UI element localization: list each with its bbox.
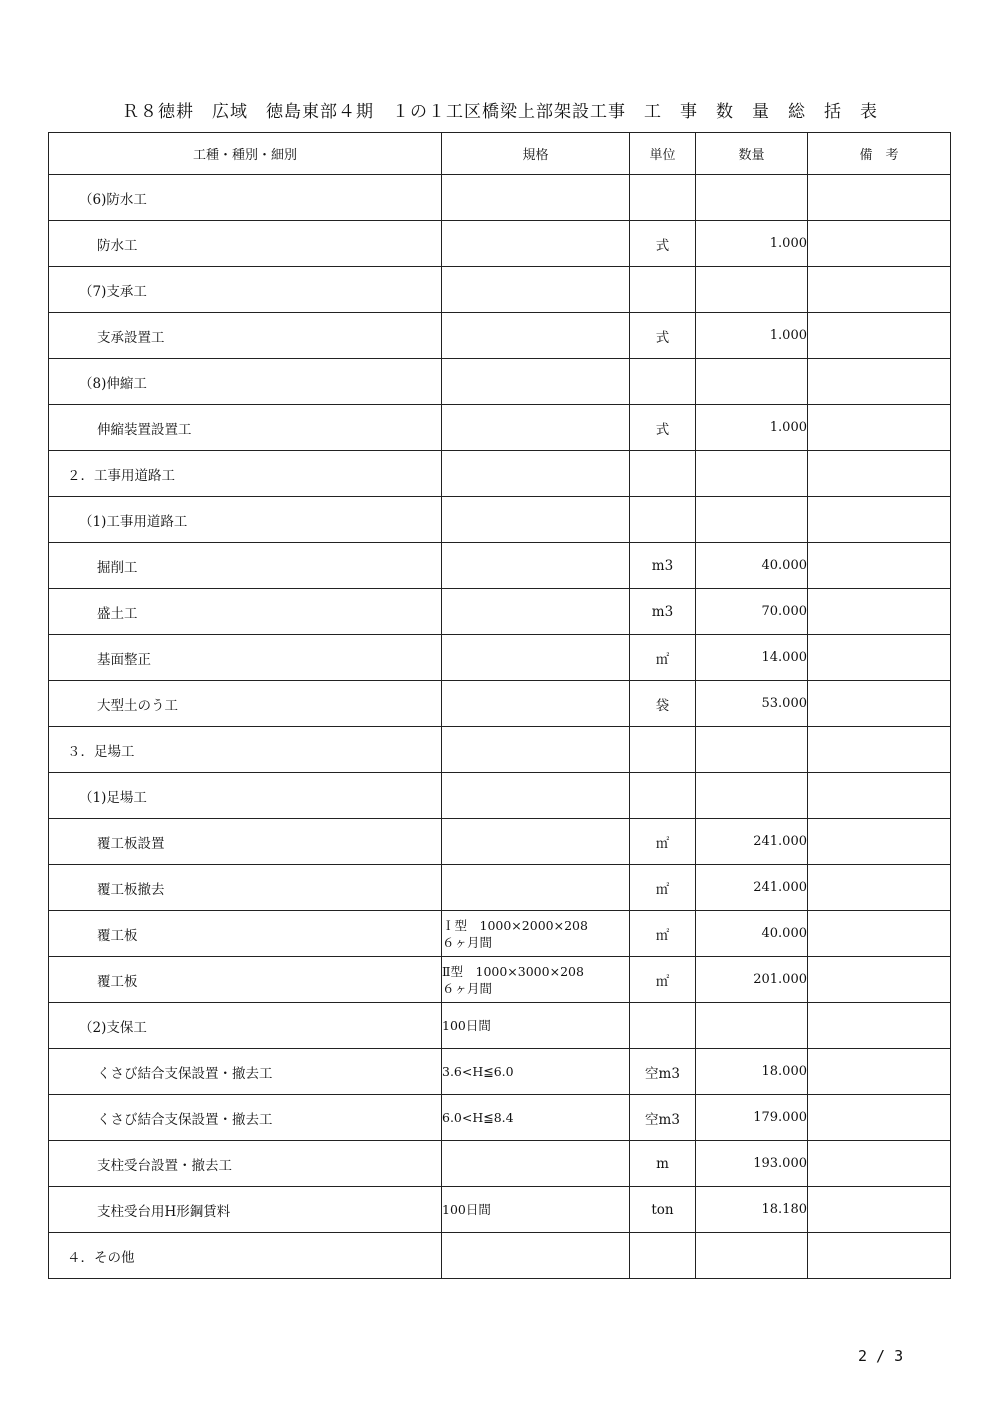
cell-spec bbox=[442, 819, 630, 865]
cell-quantity bbox=[696, 727, 808, 773]
cell-quantity: 18.180 bbox=[696, 1187, 808, 1233]
cell-quantity bbox=[696, 451, 808, 497]
cell-spec bbox=[442, 267, 630, 313]
cell-unit bbox=[630, 359, 696, 405]
cell-unit bbox=[630, 1003, 696, 1049]
table-row bbox=[49, 405, 951, 451]
cell-note bbox=[808, 221, 951, 267]
cell-note bbox=[808, 1141, 951, 1187]
cell-unit bbox=[630, 1233, 696, 1279]
cell-note bbox=[808, 727, 951, 773]
cell-name: （6)防水工 bbox=[49, 175, 442, 221]
cell-unit: m bbox=[630, 1141, 696, 1187]
cell-note bbox=[808, 1095, 951, 1141]
cell-name: （7)支承工 bbox=[49, 267, 442, 313]
cell-note bbox=[808, 865, 951, 911]
cell-quantity: 241.000 bbox=[696, 865, 808, 911]
cell-quantity bbox=[696, 1233, 808, 1279]
cell-note bbox=[808, 313, 951, 359]
cell-spec bbox=[442, 1141, 630, 1187]
cell-spec: 3.6<H≦6.0 bbox=[442, 1049, 630, 1095]
cell-note bbox=[808, 1233, 951, 1279]
cell-unit: 式 bbox=[630, 313, 696, 359]
table-row bbox=[49, 865, 951, 911]
cell-note bbox=[808, 957, 951, 1003]
cell-quantity: 18.000 bbox=[696, 1049, 808, 1095]
cell-name: 支承設置工 bbox=[49, 313, 442, 359]
cell-spec: 6.0<H≦8.4 bbox=[442, 1095, 630, 1141]
cell-spec: 100日間 bbox=[442, 1187, 630, 1233]
cell-name: 大型土のう工 bbox=[49, 681, 442, 727]
cell-spec: 100日間 bbox=[442, 1003, 630, 1049]
cell-note bbox=[808, 497, 951, 543]
table-row bbox=[49, 819, 951, 865]
cell-name: 覆工板撤去 bbox=[49, 865, 442, 911]
cell-unit: ㎡ bbox=[630, 865, 696, 911]
cell-spec bbox=[442, 1233, 630, 1279]
cell-unit: 空m3 bbox=[630, 1049, 696, 1095]
cell-name: （1)足場工 bbox=[49, 773, 442, 819]
header-spec: 規格 bbox=[442, 133, 630, 175]
cell-unit bbox=[630, 175, 696, 221]
cell-quantity bbox=[696, 359, 808, 405]
cell-spec bbox=[442, 635, 630, 681]
cell-note bbox=[808, 359, 951, 405]
cell-spec bbox=[442, 451, 630, 497]
cell-note bbox=[808, 1187, 951, 1233]
cell-name: 掘削工 bbox=[49, 543, 442, 589]
cell-quantity: 1.000 bbox=[696, 221, 808, 267]
cell-name: 基面整正 bbox=[49, 635, 442, 681]
table-row bbox=[49, 359, 951, 405]
cell-note bbox=[808, 405, 951, 451]
cell-note bbox=[808, 819, 951, 865]
cell-name: 覆工板設置 bbox=[49, 819, 442, 865]
header-note: 備 考 bbox=[808, 133, 951, 175]
cell-quantity bbox=[696, 175, 808, 221]
cell-quantity: 1.000 bbox=[696, 313, 808, 359]
cell-unit: 式 bbox=[630, 221, 696, 267]
quantity-summary-table bbox=[48, 132, 951, 1279]
cell-quantity bbox=[696, 1003, 808, 1049]
table-row bbox=[49, 543, 951, 589]
cell-name: （2)支保工 bbox=[49, 1003, 442, 1049]
table-row bbox=[49, 727, 951, 773]
cell-unit bbox=[630, 451, 696, 497]
cell-spec bbox=[442, 865, 630, 911]
cell-spec bbox=[442, 221, 630, 267]
header-row bbox=[49, 133, 951, 175]
cell-name: 伸縮装置設置工 bbox=[49, 405, 442, 451]
cell-spec bbox=[442, 773, 630, 819]
cell-spec: Ⅱ型 1000×3000×208 ６ヶ月間 bbox=[442, 957, 630, 1003]
cell-unit: ㎡ bbox=[630, 819, 696, 865]
cell-spec bbox=[442, 589, 630, 635]
document-title: Ｒ８徳耕 広域 徳島東部４期 １の１工区橋梁上部架設工事 工 事 数 量 総 括 表 bbox=[122, 102, 878, 122]
cell-quantity bbox=[696, 773, 808, 819]
table-row bbox=[49, 313, 951, 359]
cell-quantity: 1.000 bbox=[696, 405, 808, 451]
cell-name: ４．その他 bbox=[49, 1233, 442, 1279]
cell-quantity bbox=[696, 497, 808, 543]
cell-note bbox=[808, 773, 951, 819]
cell-name: 覆工板 bbox=[49, 957, 442, 1003]
cell-name: ３．足場工 bbox=[49, 727, 442, 773]
cell-unit: ㎡ bbox=[630, 957, 696, 1003]
cell-spec bbox=[442, 727, 630, 773]
table-row bbox=[49, 1095, 951, 1141]
cell-name: ２．工事用道路工 bbox=[49, 451, 442, 497]
table-row bbox=[49, 957, 951, 1003]
cell-note bbox=[808, 267, 951, 313]
table-row bbox=[49, 773, 951, 819]
cell-quantity: 201.000 bbox=[696, 957, 808, 1003]
cell-name: くさび結合支保設置・撤去工 bbox=[49, 1095, 442, 1141]
cell-spec bbox=[442, 543, 630, 589]
cell-unit bbox=[630, 727, 696, 773]
cell-spec bbox=[442, 497, 630, 543]
cell-note bbox=[808, 635, 951, 681]
page-number: 2 / 3 bbox=[858, 1347, 904, 1365]
cell-unit: ㎡ bbox=[630, 635, 696, 681]
cell-note bbox=[808, 1049, 951, 1095]
table-row bbox=[49, 635, 951, 681]
cell-spec bbox=[442, 405, 630, 451]
cell-unit: 式 bbox=[630, 405, 696, 451]
cell-name: （8)伸縮工 bbox=[49, 359, 442, 405]
cell-name: 盛土工 bbox=[49, 589, 442, 635]
cell-spec bbox=[442, 313, 630, 359]
table-row bbox=[49, 267, 951, 313]
cell-unit bbox=[630, 773, 696, 819]
cell-quantity: 53.000 bbox=[696, 681, 808, 727]
cell-spec bbox=[442, 359, 630, 405]
cell-unit bbox=[630, 267, 696, 313]
cell-note bbox=[808, 175, 951, 221]
cell-unit: m3 bbox=[630, 543, 696, 589]
cell-quantity: 179.000 bbox=[696, 1095, 808, 1141]
cell-name: 支柱受台設置・撤去工 bbox=[49, 1141, 442, 1187]
table-row bbox=[49, 589, 951, 635]
cell-name: くさび結合支保設置・撤去工 bbox=[49, 1049, 442, 1095]
cell-note bbox=[808, 681, 951, 727]
table-row bbox=[49, 451, 951, 497]
cell-note bbox=[808, 589, 951, 635]
table-row bbox=[49, 497, 951, 543]
header-name: 工種・種別・細別 bbox=[49, 133, 442, 175]
table-row bbox=[49, 1233, 951, 1279]
cell-spec bbox=[442, 681, 630, 727]
cell-quantity: 241.000 bbox=[696, 819, 808, 865]
cell-name: （1)工事用道路工 bbox=[49, 497, 442, 543]
cell-note bbox=[808, 911, 951, 957]
table-row bbox=[49, 681, 951, 727]
cell-unit: 空m3 bbox=[630, 1095, 696, 1141]
cell-name: 支柱受台用H形鋼賃料 bbox=[49, 1187, 442, 1233]
cell-quantity: 40.000 bbox=[696, 543, 808, 589]
table-row bbox=[49, 1187, 951, 1233]
table-row bbox=[49, 1003, 951, 1049]
cell-note bbox=[808, 543, 951, 589]
table-row bbox=[49, 221, 951, 267]
cell-spec bbox=[442, 175, 630, 221]
cell-unit: ㎡ bbox=[630, 911, 696, 957]
cell-note bbox=[808, 1003, 951, 1049]
cell-quantity: 40.000 bbox=[696, 911, 808, 957]
cell-note bbox=[808, 451, 951, 497]
table-row bbox=[49, 175, 951, 221]
header-qty: 数量 bbox=[696, 133, 808, 175]
cell-unit: m3 bbox=[630, 589, 696, 635]
header-unit: 単位 bbox=[630, 133, 696, 175]
cell-spec: Ｉ型 1000×2000×208 ６ヶ月間 bbox=[442, 911, 630, 957]
cell-quantity: 14.000 bbox=[696, 635, 808, 681]
table-row bbox=[49, 911, 951, 957]
cell-unit: ton bbox=[630, 1187, 696, 1233]
cell-name: 覆工板 bbox=[49, 911, 442, 957]
cell-unit: 袋 bbox=[630, 681, 696, 727]
cell-quantity bbox=[696, 267, 808, 313]
table-row bbox=[49, 1141, 951, 1187]
cell-unit bbox=[630, 497, 696, 543]
table-row bbox=[49, 1049, 951, 1095]
cell-quantity: 193.000 bbox=[696, 1141, 808, 1187]
cell-name: 防水工 bbox=[49, 221, 442, 267]
cell-quantity: 70.000 bbox=[696, 589, 808, 635]
